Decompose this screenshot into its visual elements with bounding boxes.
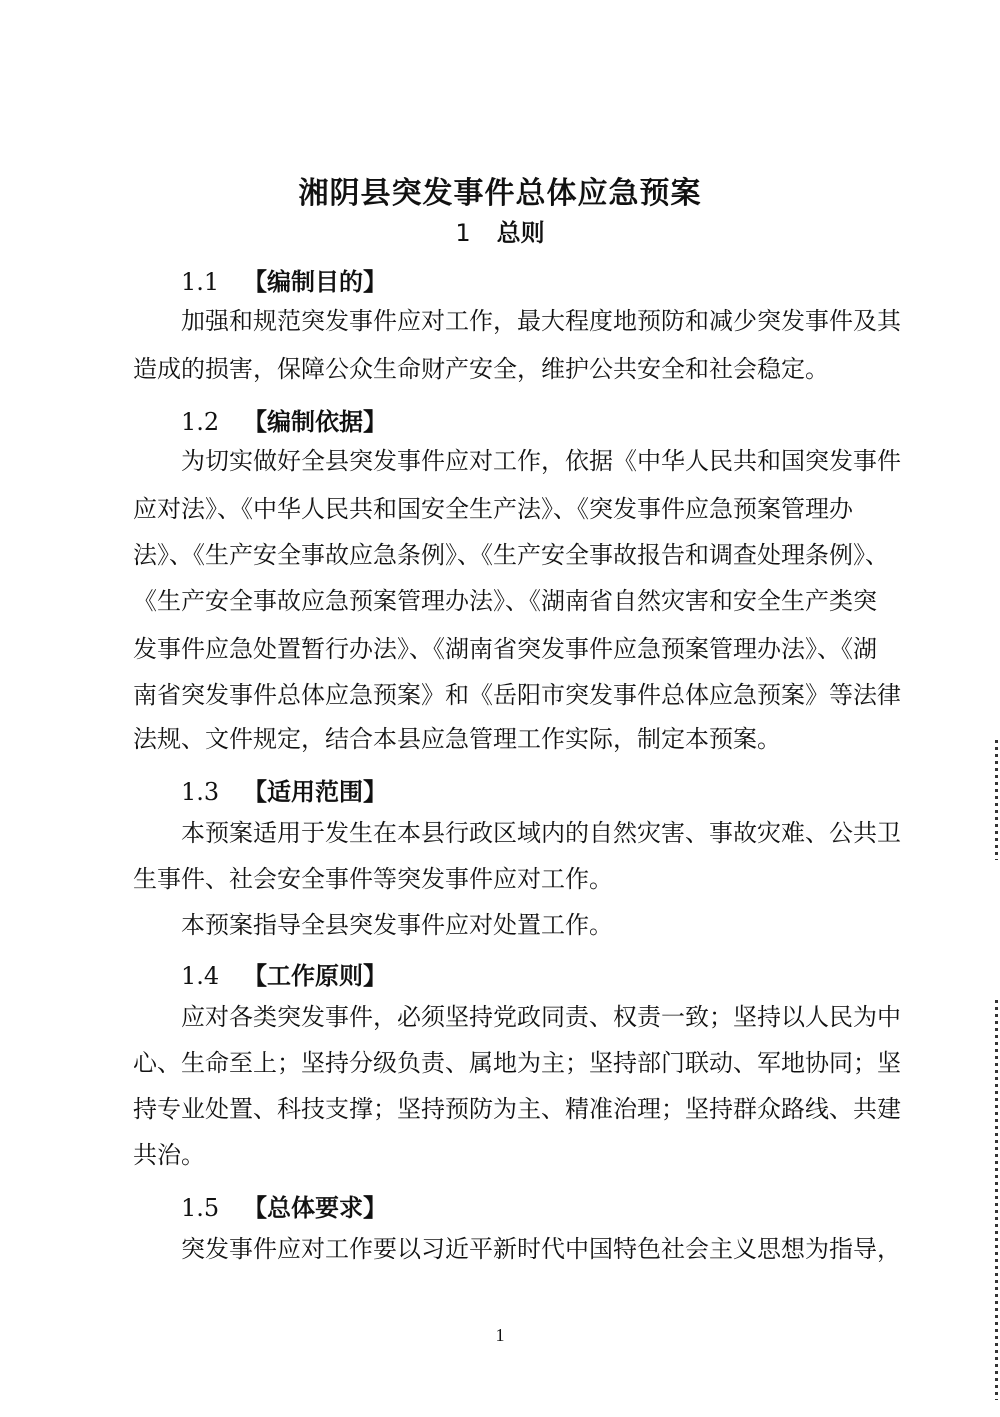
- section-heading-1-3: [181, 772, 387, 807]
- section-title: 【编制目的】: [243, 268, 387, 296]
- paragraph-line: 法》、《生产安全事故应急条例》、《生产安全事故报告和调查处理条例》、: [133, 541, 889, 569]
- section-heading-1-5: [181, 1188, 387, 1223]
- section-number: 1.4: [181, 962, 220, 990]
- section-heading-1-2: [181, 402, 387, 437]
- scan-edge-mark: [995, 1000, 998, 1400]
- paragraph-line: 法规、文件规定，结合本县应急管理工作实际，制定本预案。: [133, 725, 781, 753]
- paragraph-line: 《生产安全事故应急预案管理办法》、《湖南省自然灾害和安全生产类突: [133, 587, 877, 615]
- paragraph-line: 造成的损害，保障公众生命财产安全，维护公共安全和社会稳定。: [133, 355, 829, 383]
- paragraph-line: 生事件、社会安全事件等突发事件应对工作。: [133, 865, 613, 893]
- paragraph-line: 南省突发事件总体应急预案》和《岳阳市突发事件总体应急预案》等法律: [133, 681, 901, 709]
- section-number: 1.1: [181, 268, 220, 296]
- section-number: 1.2: [181, 408, 220, 436]
- scan-edge-mark: [995, 740, 998, 860]
- section-title: 【工作原则】: [243, 962, 387, 990]
- page-number: 1: [495, 1325, 505, 1345]
- paragraph-line: 本预案指导全县突发事件应对处置工作。: [181, 911, 613, 939]
- paragraph-line: 共治。: [133, 1141, 205, 1169]
- paragraph-line: 加强和规范突发事件应对工作，最大程度地预防和减少突发事件及其: [181, 307, 901, 335]
- section-title: 【总体要求】: [243, 1194, 387, 1222]
- section-heading-1-4: [181, 956, 387, 991]
- paragraph-line: 心、生命至上；坚持分级负责、属地为主；坚持部门联动、军地协同；坚: [133, 1049, 901, 1077]
- paragraph-line: 突发事件应对工作要以习近平新时代中国特色社会主义思想为指导，: [181, 1235, 901, 1263]
- paragraph-line: 发事件应急处置暂行办法》、《湖南省突发事件应急预案管理办法》、《湖: [133, 635, 877, 663]
- paragraph-line: 本预案适用于发生在本县行政区域内的自然灾害、事故灾难、公共卫: [181, 819, 901, 847]
- section-title: 【适用范围】: [243, 778, 387, 806]
- chapter-heading: [0, 213, 1000, 248]
- paragraph-line: 应对法》、《中华人民共和国安全生产法》、《突发事件应急预案管理办: [133, 495, 853, 523]
- document-title: 湘阴县突发事件总体应急预案: [298, 176, 702, 211]
- chapter-number: 1: [455, 219, 471, 247]
- section-title: 【编制依据】: [243, 408, 387, 436]
- section-number: 1.5: [181, 1194, 220, 1222]
- paragraph-line: 应对各类突发事件，必须坚持党政同责、权责一致；坚持以人民为中: [181, 1003, 901, 1031]
- section-number: 1.3: [181, 778, 220, 806]
- chapter-title: 总则: [496, 219, 545, 247]
- paragraph-line: 为切实做好全县突发事件应对工作，依据《中华人民共和国突发事件: [181, 447, 901, 475]
- paragraph-line: 持专业处置、科技支撑；坚持预防为主、精准治理；坚持群众路线、共建: [133, 1095, 901, 1123]
- section-heading-1-1: [181, 262, 387, 297]
